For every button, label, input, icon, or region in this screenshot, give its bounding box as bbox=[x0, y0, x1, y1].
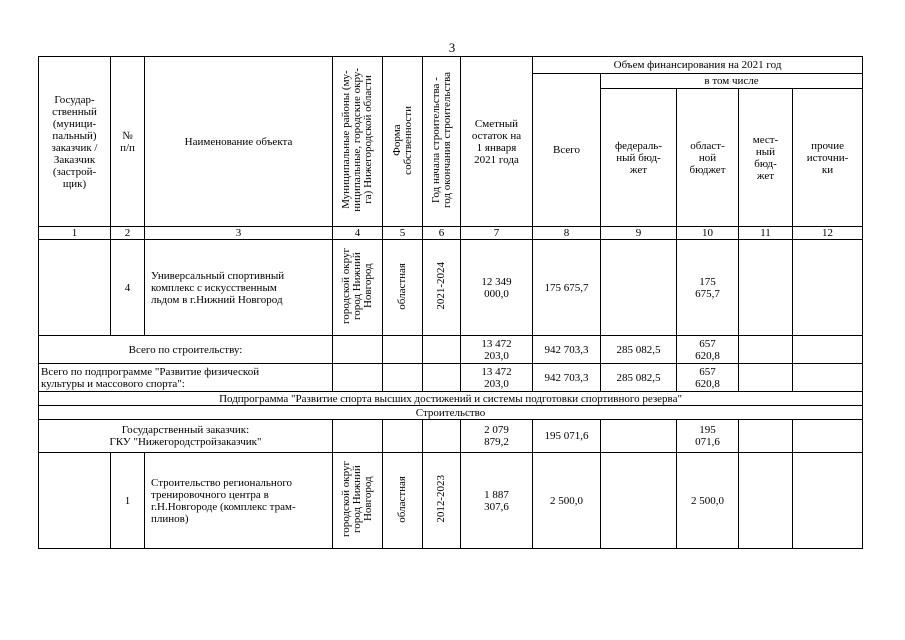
cell-total: 942 703,3 bbox=[533, 364, 601, 392]
cell-years bbox=[423, 453, 461, 549]
cell-object-name: Универсальный спортивный комплекс с искусственным льдом в г.Нижний Новгород bbox=[145, 240, 333, 336]
column-number: 8 bbox=[533, 227, 601, 240]
header-federal: федераль- ный бюд- жет bbox=[601, 89, 677, 227]
header-regional: област- ной бюджет bbox=[677, 89, 739, 227]
table-row-object-1 bbox=[39, 453, 863, 549]
header-years-text: Год начала строительства - год окончания строительства bbox=[429, 72, 453, 208]
header-number: № п/п bbox=[111, 57, 145, 227]
cell-total: 195 071,6 bbox=[533, 420, 601, 453]
column-number-row bbox=[39, 227, 863, 240]
cell-empty bbox=[793, 453, 863, 549]
cell-district-text: городской округ город Нижний Новгород bbox=[340, 247, 374, 325]
column-number: 5 bbox=[383, 227, 423, 240]
cell-number: 1 bbox=[111, 453, 145, 549]
cell-empty bbox=[601, 453, 677, 549]
header-customer: Государ- ственный (муници- пальный) заказчик / Заказчик (застрой- щик) bbox=[39, 57, 111, 227]
cell-empty bbox=[333, 420, 383, 453]
cell-empty bbox=[333, 364, 383, 392]
cell-estimate: 2 079 879,2 bbox=[461, 420, 533, 453]
header-ownership-text: Форма собственности bbox=[390, 105, 414, 175]
column-number: 12 bbox=[793, 227, 863, 240]
cell-years-text: 2021-2024 bbox=[435, 262, 447, 310]
cell-years bbox=[423, 240, 461, 336]
cell-empty bbox=[423, 420, 461, 453]
header-including: в том числе bbox=[601, 74, 863, 89]
header-row-1 bbox=[39, 57, 863, 74]
column-number: 3 bbox=[145, 227, 333, 240]
cell-ownership bbox=[383, 240, 423, 336]
cell-empty bbox=[739, 453, 793, 549]
table-row-subprogram-total bbox=[39, 364, 863, 392]
header-total: Всего bbox=[533, 74, 601, 227]
cell-total: 942 703,3 bbox=[533, 336, 601, 364]
section-heading: Строительство bbox=[39, 406, 863, 420]
cell-empty bbox=[739, 420, 793, 453]
cell-object-name: Строительство регионального тренировочного центра в г.Н.Новгороде (комплекс трам- плинов) bbox=[145, 453, 333, 549]
cell-regional: 2 500,0 bbox=[677, 453, 739, 549]
table-row-object-4 bbox=[39, 240, 863, 336]
cell-estimate: 13 472 203,0 bbox=[461, 364, 533, 392]
cell-empty bbox=[383, 420, 423, 453]
cell-empty bbox=[601, 420, 677, 453]
cell-years-text: 2012-2023 bbox=[435, 475, 447, 523]
cell-federal: 285 082,5 bbox=[601, 364, 677, 392]
header-local: мест- ный бюд- жет bbox=[739, 89, 793, 227]
cell-empty bbox=[739, 336, 793, 364]
header-ownership bbox=[383, 57, 423, 227]
table-row-construction-total bbox=[39, 336, 863, 364]
table-row-section-heading bbox=[39, 406, 863, 420]
cell-regional: 657 620,8 bbox=[677, 364, 739, 392]
column-number: 10 bbox=[677, 227, 739, 240]
table-row-subprogram-heading bbox=[39, 392, 863, 406]
cell-number: 4 bbox=[111, 240, 145, 336]
column-number: 1 bbox=[39, 227, 111, 240]
cell-district-text: городской округ город Нижний Новгород bbox=[340, 460, 374, 538]
column-number: 4 bbox=[333, 227, 383, 240]
cell-customer bbox=[39, 240, 111, 336]
table-row-customer bbox=[39, 420, 863, 453]
cell-empty bbox=[793, 336, 863, 364]
header-other: прочие источни- ки bbox=[793, 89, 863, 227]
cell-regional: 657 620,8 bbox=[677, 336, 739, 364]
column-number: 7 bbox=[461, 227, 533, 240]
cell-subprogram-total-label: Всего по подпрограмме "Развитие физической культуры и массового спорта": bbox=[39, 364, 333, 392]
header-object-name: Наименование объекта bbox=[145, 57, 333, 227]
cell-federal bbox=[601, 240, 677, 336]
column-number: 2 bbox=[111, 227, 145, 240]
cell-empty bbox=[793, 364, 863, 392]
cell-district bbox=[333, 240, 383, 336]
cell-empty bbox=[793, 420, 863, 453]
cell-customer bbox=[39, 453, 111, 549]
cell-empty bbox=[423, 364, 461, 392]
cell-estimate: 1 887 307,6 bbox=[461, 453, 533, 549]
cell-regional: 175 675,7 bbox=[677, 240, 739, 336]
cell-estimate: 13 472 203,0 bbox=[461, 336, 533, 364]
cell-ownership bbox=[383, 453, 423, 549]
column-number: 9 bbox=[601, 227, 677, 240]
cell-customer-label: Государственный заказчик: ГКУ "Нижегородстройзаказчик" bbox=[39, 420, 333, 453]
subprogram-heading: Подпрограмма "Развитие спорта высших достижений и системы подготовки спортивного резерва" bbox=[39, 392, 863, 406]
cell-empty bbox=[739, 364, 793, 392]
cell-district bbox=[333, 453, 383, 549]
cell-local bbox=[739, 240, 793, 336]
cell-ownership-text: областная bbox=[396, 262, 408, 310]
cell-estimate: 12 349 000,0 bbox=[461, 240, 533, 336]
header-district-text: Муниципальные районы (му- ниципальные, городские окру- га) Нижегородской области bbox=[340, 68, 374, 212]
financing-table bbox=[38, 56, 863, 549]
cell-empty bbox=[383, 364, 423, 392]
cell-regional: 195 071,6 bbox=[677, 420, 739, 453]
header-district bbox=[333, 57, 383, 227]
cell-empty bbox=[383, 336, 423, 364]
cell-total: 175 675,7 bbox=[533, 240, 601, 336]
page-number: 3 bbox=[448, 40, 456, 55]
cell-empty bbox=[333, 336, 383, 364]
cell-ownership-text: областная bbox=[396, 475, 408, 523]
cell-construction-total-label: Всего по строительству: bbox=[39, 336, 333, 364]
header-years bbox=[423, 57, 461, 227]
cell-other bbox=[793, 240, 863, 336]
cell-empty bbox=[423, 336, 461, 364]
cell-total: 2 500,0 bbox=[533, 453, 601, 549]
header-estimate: Сметный остаток на 1 января 2021 года bbox=[461, 57, 533, 227]
column-number: 6 bbox=[423, 227, 461, 240]
cell-federal: 285 082,5 bbox=[601, 336, 677, 364]
header-funding-title: Объем финансирования на 2021 год bbox=[533, 57, 863, 74]
column-number: 11 bbox=[739, 227, 793, 240]
